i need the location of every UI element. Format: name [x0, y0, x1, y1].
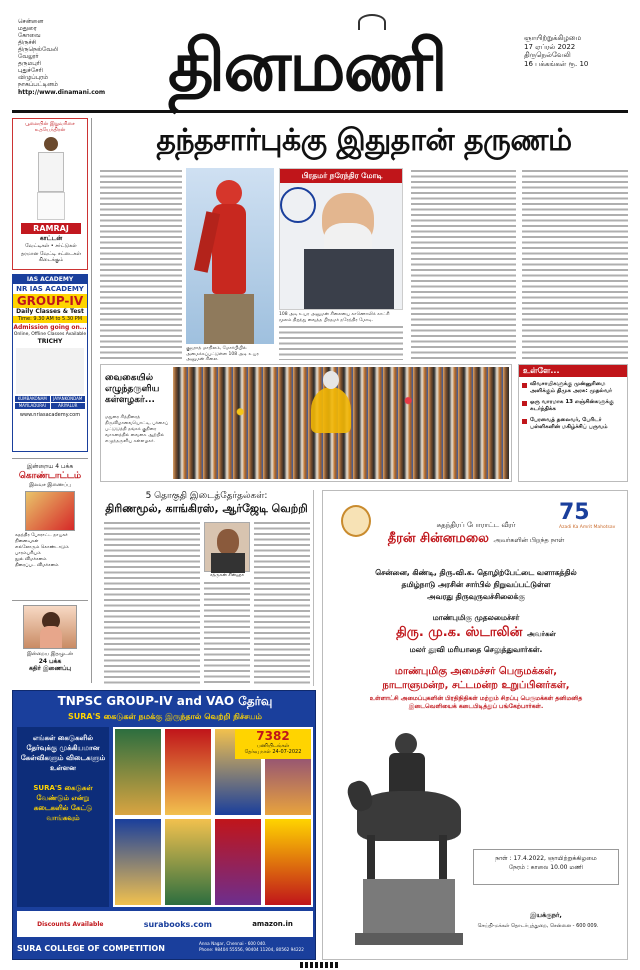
- edition-6: தருமபுரி: [18, 60, 42, 67]
- bullet-icon: [522, 419, 527, 424]
- edition-0: சென்னை: [18, 18, 44, 25]
- edition-day: ஞாயிற்றுக்கிழமை: [524, 34, 582, 42]
- ramraj-ad: [12, 118, 88, 270]
- govt-by: இயக்குநர்,: [530, 911, 562, 919]
- kadhir-box: [12, 600, 88, 680]
- election-text-mid: [204, 582, 250, 684]
- edition-date: 17 ஏப்ரல் 2022: [524, 42, 576, 51]
- govt-honor: மலர் தூவி மரியாதை செலுத்துவார்கள்.: [409, 645, 543, 654]
- cm-name: திரு. மு.க. ஸ்டாலின்: [396, 625, 523, 640]
- govt-cm-label: மாண்புமிகு முதலமைச்சர்: [432, 613, 520, 622]
- ias-branch: MAYILADURAI: [15, 403, 50, 409]
- ias-branch: ARIYALUR: [51, 403, 86, 409]
- ias-branch: JAYANKONDAM: [51, 396, 86, 402]
- election-article: [100, 490, 314, 686]
- ullee-item[interactable]: விவசாயிகளுக்கு முன்னுரிமை அளிக்கும் திமுக அரசு: முதல்வர்: [519, 377, 627, 395]
- govt-top: சுதந்திரப் போராட்ட வீரர்: [436, 521, 516, 529]
- modi-caption: 108 அடி உயர அனுமன் சிலையை காணொலிக் காட்சி மூலம் திறந்து வைத்த பிரதமர் நரேந்திர மோடி.: [279, 312, 390, 323]
- article-column-5: [522, 170, 628, 360]
- sura-vacancies: 7382: [256, 729, 290, 743]
- crowd-caption: மதுரை சித்திரைத் திருவிழாவையொட்டி, பச்சைப் பட்டுடுத்தி தங்கக் குதிரை வாகனத்தில் வைகை ஆற்றில் எழுந்தருளிய கள்ளழகர்.: [105, 415, 169, 444]
- ias-time: Time: 9.30 AM to 5.30 PM: [13, 316, 87, 323]
- edition-price: [524, 60, 634, 69]
- election-headline-small: 5 தொகுதி இடைத்தேர்தல்கள்:: [145, 491, 268, 501]
- sura-left-panel: [17, 727, 109, 907]
- kondattam-sub: இலவச இணைப்பு: [29, 482, 71, 488]
- edition-1: மதுரை: [18, 25, 37, 32]
- bullet-icon: [522, 401, 527, 406]
- kondattam-title: கொண்டாட்டம்: [18, 471, 82, 481]
- sura-title: TNPSC GROUP-IV and VAO தேர்வு: [57, 694, 273, 708]
- election-headline-big: திரிணமூல், காங்கிரஸ், ஆர்ஜேடி வெற்றி: [105, 502, 308, 515]
- main-headline: தந்தசார்புக்கு இதுதான் தருணம்: [156, 123, 572, 158]
- sura-vacancies-label: பணியிடங்கள்: [256, 743, 290, 749]
- ias-admission: Admission going on...: [13, 324, 87, 331]
- ullee-title: உள்ளே...: [519, 365, 627, 377]
- ullee-box: [518, 364, 628, 482]
- edition-7: புதுச்சேரி: [18, 67, 43, 74]
- sura-phone: Phone: 98404 55556, 90404 11204, 80562 94222: [199, 946, 304, 952]
- sura-exam-date: [235, 749, 311, 755]
- kondattam-label: இன்றைய 4 பக்க: [26, 463, 74, 470]
- ias-web[interactable]: www.nriasacademy.com: [19, 412, 81, 418]
- sura-amazon[interactable]: amazon.in: [252, 920, 293, 928]
- govt-by2: செய்தி-மக்கள் தொடர்புத்துறை, சென்னை - 600 009.: [477, 923, 599, 929]
- sura-address-line: Anna Nagar, Chennai - 600 040.: [199, 941, 267, 946]
- govt-officials: உள்ளாட்சி அமைப்புகளின் பிரதிநிதிகள் மற்றும் சிறப்பு பெருமக்கள் தனிமனித இடைவெளியைக் கடைபிடித்துப் பங்கேற்பார்கள்.: [369, 695, 583, 710]
- govt-ministers: மாண்புமிகு அமைச்சர் பெருமக்கள்,: [394, 666, 558, 677]
- left-ad-column: [12, 118, 92, 683]
- ias-course: GROUP-IV: [13, 294, 87, 308]
- model-figure: [35, 137, 67, 221]
- sura-sub: SURA'S கைடுகள் நமக்கு இருந்தால் வெற்றி நிச்சயம்: [67, 712, 262, 721]
- kondattam-item: திரைப்பட விமர்சனம்: [15, 563, 59, 568]
- kondattam-box: [12, 458, 88, 598]
- edition-2: கோவை: [18, 32, 41, 39]
- ias-branches: [13, 396, 87, 409]
- ias-daily: Daily Classes & Test: [16, 308, 84, 315]
- election-text-right: [254, 522, 310, 684]
- govt-line2: தமிழ்நாடு அரசின் சார்பில் நிறுவப்பட்டுள்ள: [401, 580, 551, 589]
- edition-4: திருநெல்வேலி: [18, 46, 59, 53]
- exam-date-value: 24-07-2022: [272, 749, 302, 755]
- hero-name: தீரன் சின்னமலை: [387, 531, 489, 546]
- ias-address-block: [16, 348, 84, 394]
- masthead-rule: [12, 110, 628, 113]
- book-cover: [115, 729, 161, 815]
- sura-discount: Discounts Available: [37, 920, 104, 928]
- kadhir-name: கதிர் இணைப்பு: [28, 665, 72, 672]
- azadi-text: Azadi Ka Amrit Mahotsav: [559, 525, 616, 530]
- sura-bottom-row: [17, 911, 313, 937]
- kondattam-cover: [25, 491, 75, 531]
- crowd-box: [100, 364, 512, 482]
- govt-line1: சென்னை, கிண்டி, திரு.வி.க. தொழிற்பேட்டை வளாகத்தில்: [375, 568, 577, 577]
- masthead-logo: தினமணி: [168, 24, 446, 107]
- govt-time: நேரம் : காலை 10.00 மணி: [508, 864, 584, 871]
- exam-date-label: தேர்வு நாள்: [244, 749, 271, 755]
- govt-name: [363, 531, 589, 548]
- book-cover: [115, 819, 161, 905]
- ullee-item[interactable]: ஒரு வாரமாக 13 எஞ்சின்களுக்கு சுடர்ந்திக்க: [519, 395, 627, 413]
- kadhir-cover: [23, 605, 77, 649]
- ramraj-sub3: தரமான வேட்டி சட்டைகள் கிடைக்கும்: [21, 251, 81, 263]
- logo-75: 75: [559, 500, 590, 525]
- website-url[interactable]: http://www.dinamani.com: [18, 89, 106, 96]
- edition-3: திருச்சி: [18, 39, 37, 46]
- hero-suffix: அவர்களின் பிறந்த நாள்: [493, 536, 565, 544]
- book-cover: [165, 819, 211, 905]
- govt-ad: [322, 490, 628, 960]
- bullet-icon: [522, 383, 527, 388]
- print-marks: [300, 962, 340, 968]
- ramraj-brand: RAMRAJ: [21, 223, 81, 234]
- govt-line3: அவரது திருவுருவச்சிலைக்கு: [427, 592, 525, 601]
- article-column-1: [100, 170, 182, 360]
- ramraj-sub2: வேட்டிகள் • சர்ட்டுகள்: [25, 243, 77, 249]
- edition-9: நாகப்பட்டினம்: [18, 81, 58, 88]
- kondattam-item: நூல் விமர்சனம்: [15, 557, 47, 562]
- shatrughan-photo: [204, 522, 250, 572]
- ullee-item[interactable]: பேரவைத் தலைவர், பேரிடர் பள்ளிகளின் மகிழ்ச்சிப் பருவம்: [519, 413, 627, 431]
- crowd-photo: [173, 367, 509, 479]
- ramraj-sub: காட்டன்: [39, 235, 63, 242]
- book-cover: [265, 819, 311, 905]
- edition-city: திருநெல்வேலி: [524, 51, 571, 59]
- sura-guide-text: SURA'S கைடுகள் வேண்டும் என்று கடைகளில் கேட்டு வாங்கவும்: [33, 784, 93, 822]
- kadhir-label: இன்றைய இதழுடன்: [26, 651, 73, 657]
- ias-branch: KUMBAKONAM: [15, 396, 50, 402]
- ias-top: IAS ACADEMY: [13, 275, 87, 284]
- election-text-left: [104, 522, 200, 684]
- sura-address: [199, 941, 315, 952]
- ias-city: TRICHY: [37, 338, 63, 345]
- sura-vacancy-badge: [235, 729, 311, 759]
- sura-left-text: எங்கள் கைடுகளில் தேர்வுக்கு முக்கியமான கேள்விகளும் விடைகளும் உள்ளன: [20, 734, 106, 772]
- statue-illustration: [349, 723, 469, 951]
- ramraj-caption: பூலையின் இறுவரிசை உதயேந்திரன்: [25, 121, 75, 133]
- masthead-info: [524, 34, 634, 68]
- crowd-side-title: வைகையில் எழுந்தருளிய கள்ளழகர்...: [105, 373, 160, 405]
- ias-name: NR IAS ACADEMY: [16, 285, 84, 293]
- govt-cm-name: [331, 625, 621, 642]
- kadhir-pages: 24 பக்க: [38, 658, 62, 665]
- kondattam-item: சுதந்திர போராட்ட நாயகர் நினைவுகள்: [15, 533, 68, 544]
- hanuman-photo: [186, 168, 274, 344]
- shatrughan-caption: சத்ருகன் சின்ஹா: [209, 573, 245, 578]
- sura-website[interactable]: surabooks.com: [143, 919, 212, 929]
- book-cover: [215, 819, 261, 905]
- ias-mode: Online, Offline Classes Available: [13, 332, 87, 337]
- govt-date-box: [473, 849, 619, 885]
- edition-8: விழுப்புரம்: [18, 74, 49, 81]
- govt-date: நாள் : 17.4.2022, ஞாயிற்றுக்கிழமை: [495, 855, 597, 862]
- edition-5: வேலூர்: [18, 53, 39, 60]
- edition-list: [18, 18, 113, 96]
- sura-ad: [12, 690, 316, 960]
- hanuman-caption: குஜராத் மாநிலம், மோர்பியில் அமைக்கப்பட்டுள்ள 108 அடி உயர அனுமன் சிலை.: [186, 346, 259, 362]
- modi-photo: [279, 168, 403, 310]
- price-value: ரூ. 10: [568, 59, 589, 68]
- page-count: 16 பக்கங்கள்: [524, 59, 567, 68]
- article-column-2: [279, 326, 403, 360]
- sura-footer: SURA COLLEGE OF COMPETITION: [17, 944, 165, 953]
- ias-ad: [12, 274, 88, 452]
- cm-suffix: அவர்கள்: [526, 630, 556, 638]
- article-column-4: [411, 170, 516, 360]
- kondattam-item: எல்லோரும் கொண்டாடும் பாரம்பரியம்: [15, 545, 69, 556]
- book-cover: [165, 729, 211, 815]
- govt-mps: நாடாளுமன்ற, சட்டமன்ற உறுப்பினர்கள்,: [382, 680, 570, 691]
- modi-label: பிரதமர் நரேந்திர மோடி: [280, 169, 403, 183]
